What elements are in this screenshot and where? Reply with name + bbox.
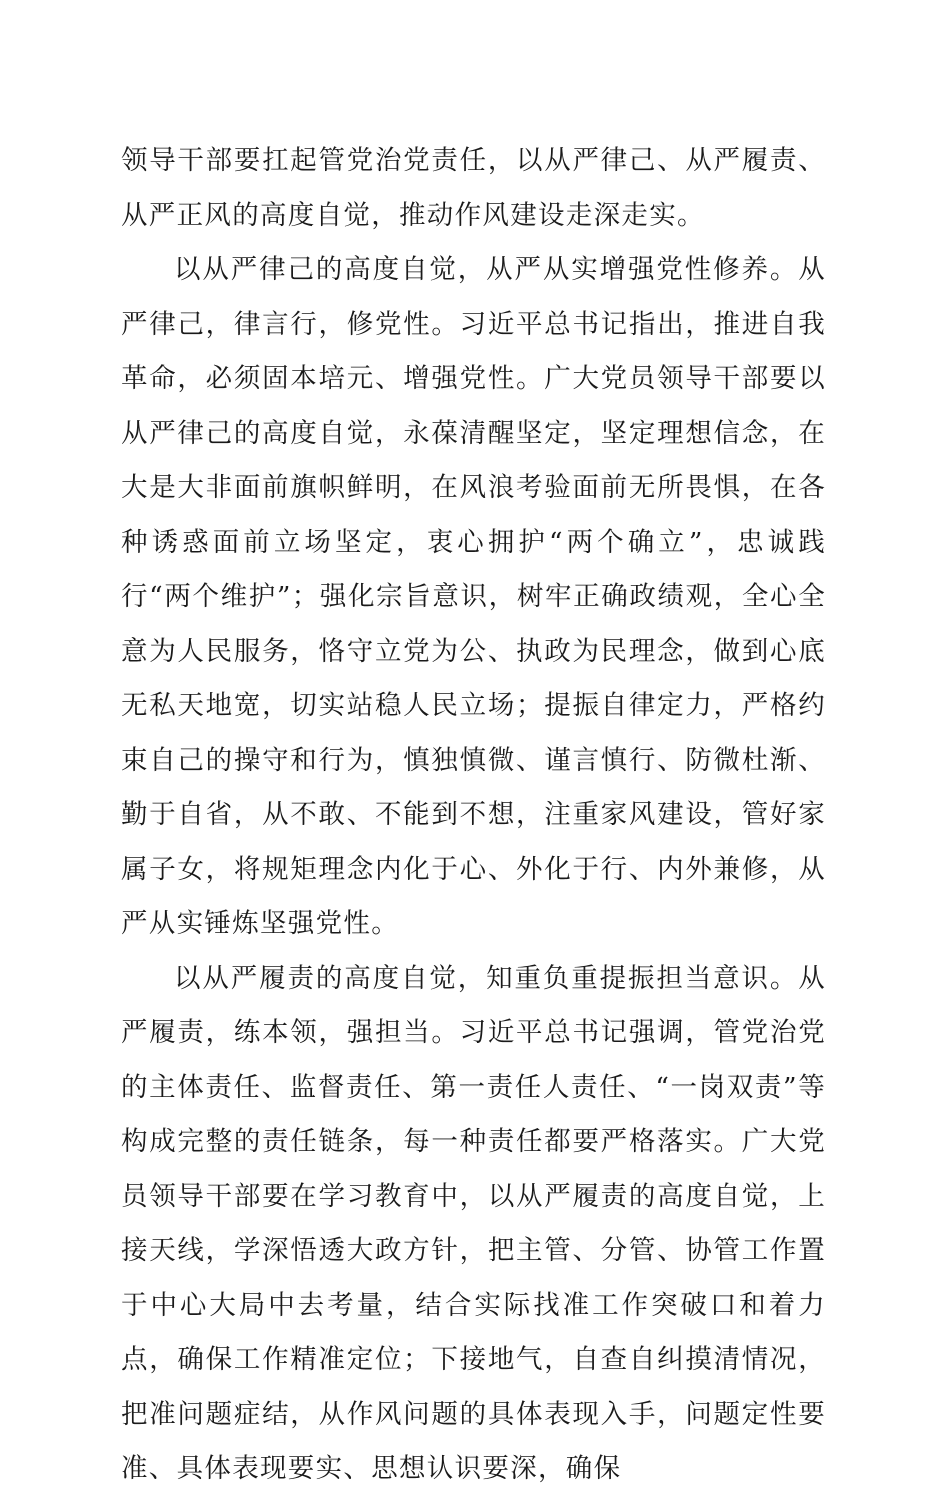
paragraph-responsibility: 以从严履责的高度自觉，知重负重提振担当意识。从严履责，练本领，强担当。习近平总书记强调，管党治党的主体责任、监督责任、第一责任人责任、“一岗双责”等构成完整的责任链条，每一种责任都要严格落实。广大党员领导干部要在学习教育中，以从严履责的高度自觉，上接天线，学深悟透大政方针，把主管、分管、协管工作置于中心大局中去考量，结合实际找准工作突破口和着力点，确保工作精准定位；下接地气，自查自纠摸清情况，把准问题症结，从作风问题的具体表现入手，问题定性要准、具体表现要实、思想认识要深，确保 xyxy=(121,962,826,1484)
paragraph-continuation: 领导干部要扛起管党治党责任，以从严律己、从严履责、从严正风的高度自觉，推动作风建设走深走实。 xyxy=(121,145,826,231)
paragraph-self-discipline: 以从严律己的高度自觉，从严从实增强党性修养。从严律己，律言行，修党性。习近平总书记指出，推进自我革命，必须固本培元、增强党性。广大党员领导干部要以从严律己的高度自觉，永葆清醒坚定，坚定理想信念，在大是大非面前旗帜鲜明，在风浪考验面前无所畏惧，在各种诱惑面前立场坚定，衷心拥护“两个确立”，忠诚践行“两个维护”；强化宗旨意识，树牢正确政绩观，全心全意为人民服务，恪守立党为公、执政为民理念，做到心底无私天地宽，切实站稳人民立场；提振自律定力，严格约束自己的操守和行为，慎独慎微、谨言慎行、防微杜渐、勤于自省，从不敢、不能到不想，注重家风建设，管好家属子女，将规矩理念内化于心、外化于行、内外兼修，从严从实锤炼坚强党性。 xyxy=(121,254,826,939)
body-text xyxy=(121,134,826,1497)
